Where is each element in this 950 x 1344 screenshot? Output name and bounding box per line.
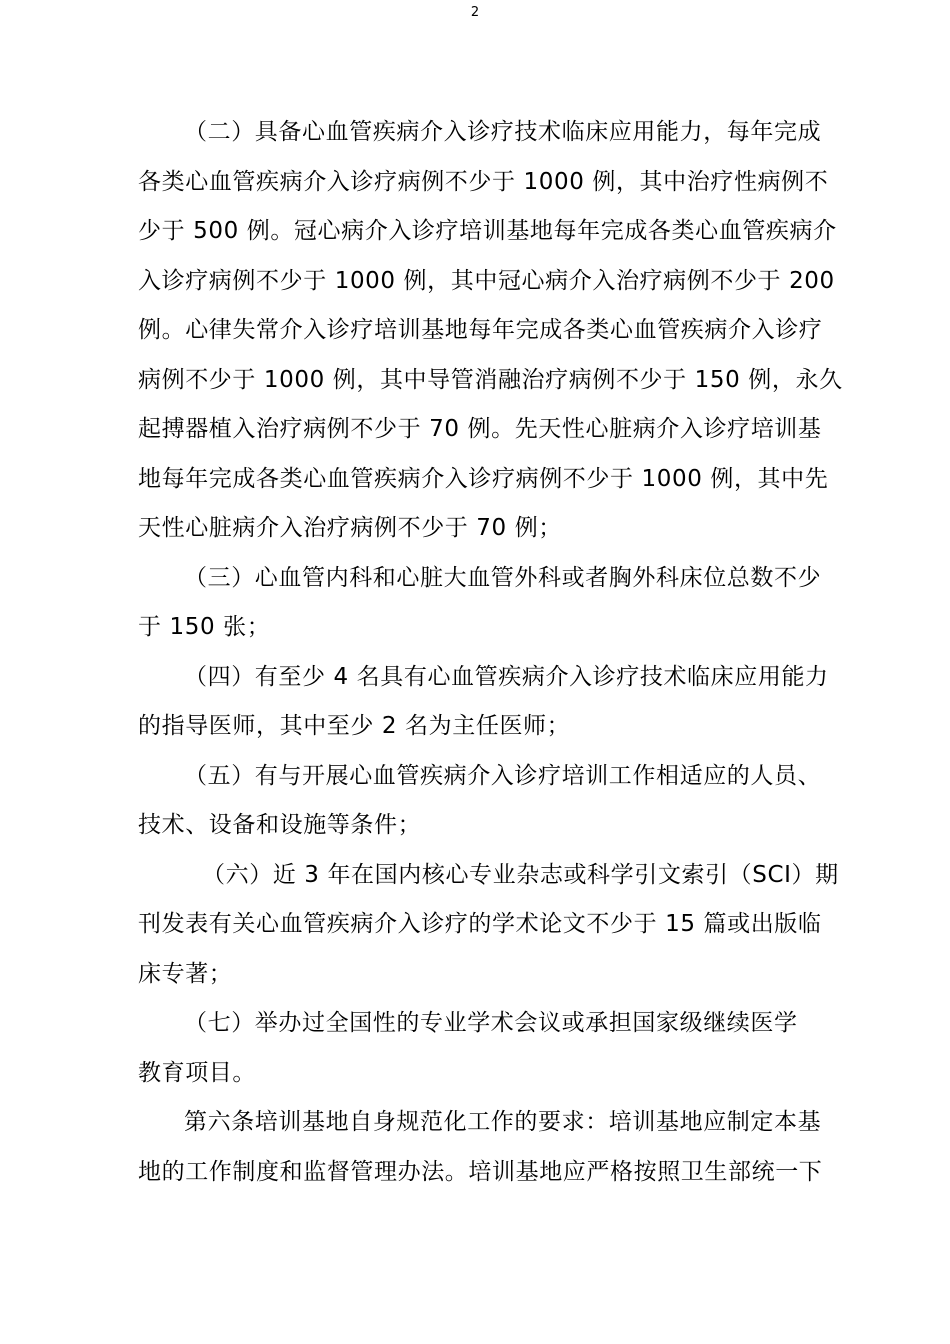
text-line: 少于 500 例。冠心病介入诊疗培训基地每年完成各类心血管疾病介	[138, 218, 837, 244]
text-line: 病例不少于 1000 例，其中导管消融治疗病例不少于 150 例，永久	[138, 366, 843, 393]
document-body	[138, 108, 843, 1197]
text-line: 例。心律失常介入诊疗培训基地每年完成各类心血管疾病介入诊疗	[138, 317, 823, 343]
text-line: （四）有至少 4 名具有心血管疾病介入诊疗技术临床应用能力	[184, 663, 829, 690]
text-line: 入诊疗病例不少于 1000 例，其中冠心病介入治疗病例不少于 200	[138, 267, 835, 294]
text-line: 床专著；	[138, 960, 233, 987]
text-line: 刊发表有关心血管疾病介入诊疗的学术论文不少于 15 篇或出版临	[138, 911, 822, 937]
paragraph-item-4	[138, 653, 828, 752]
text-line: （六）近 3 年在国内核心专业杂志或科学引文索引（SCI）期	[202, 861, 839, 888]
text-line: （五）有与开展心血管疾病介入诊疗培训工作相适应的人员、	[184, 762, 822, 789]
text-line: 于 150 张；	[138, 614, 271, 640]
text-line: 起搏器植入治疗病例不少于 70 例。先天性心脏病介入诊疗培训基	[138, 416, 822, 442]
paragraph-item-5	[138, 752, 828, 851]
text-line: 教育项目。	[138, 1059, 256, 1086]
text-line: 各类心血管疾病介入诊疗病例不少于 1000 例，其中治疗性病例不	[138, 168, 829, 195]
text-line: （七）举办过全国性的专业学术会议或承担国家级继续医学	[184, 1010, 798, 1036]
text-line: 天性心脏病介入治疗病例不少于 70 例；	[138, 515, 562, 541]
paragraph-item-2	[138, 108, 843, 554]
text-line: 地每年完成各类心血管疾病介入诊疗病例不少于 1000 例，其中先	[138, 465, 829, 492]
text-line: 地的工作制度和监督管理办法。培训基地应严格按照卫生部统一下	[138, 1158, 823, 1185]
paragraph-article-6	[138, 1098, 828, 1197]
paragraph-item-3	[138, 554, 828, 653]
page-number: 2	[470, 5, 480, 20]
text-line: （二）具备心血管疾病介入诊疗技术临床应用能力，每年完成	[184, 119, 822, 145]
text-line: （三）心血管内科和心脏大血管外科或者胸外科床位总数不少	[184, 564, 822, 591]
text-line: 技术、设备和设施等条件；	[138, 812, 422, 838]
text-line: 第六条培训基地自身规范化工作的要求：培训基地应制定本基	[184, 1109, 822, 1135]
paragraph-item-7	[138, 999, 828, 1098]
text-line: 的指导医师，其中至少 2 名为主任医师；	[138, 713, 571, 739]
paragraph-item-6	[138, 851, 839, 1000]
